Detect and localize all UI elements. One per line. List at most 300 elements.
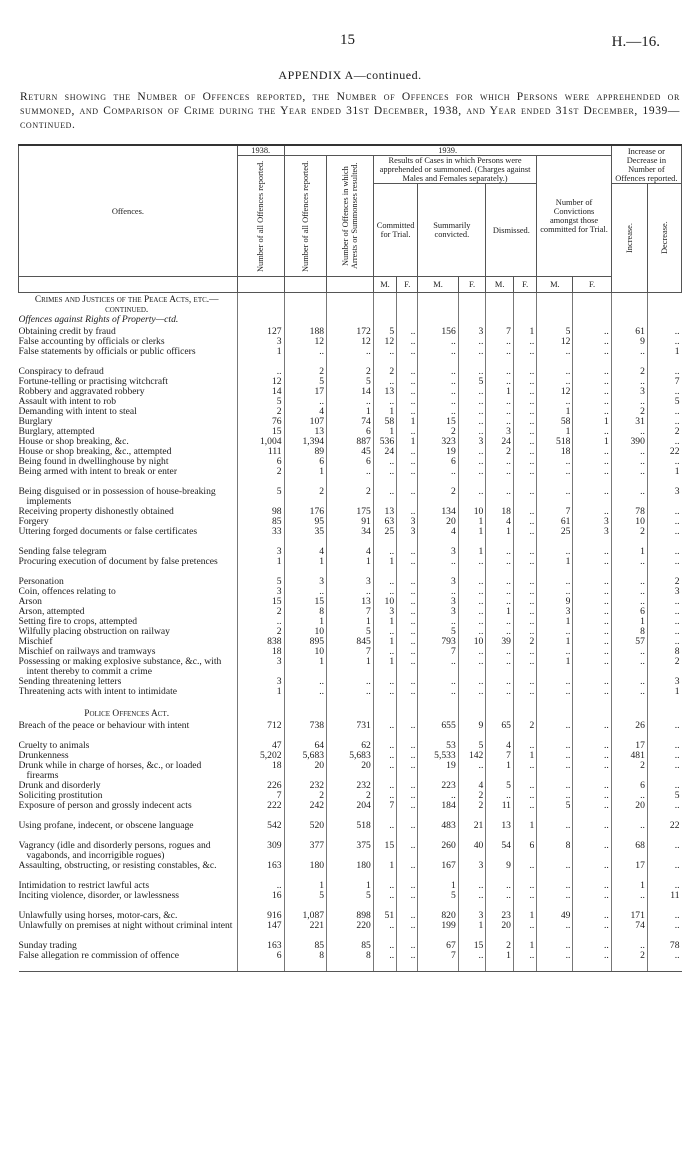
cell-value: ..	[397, 467, 418, 487]
cell-value: 19	[418, 761, 458, 781]
cell-value: ..	[573, 587, 611, 597]
offences-table	[18, 144, 682, 972]
offence-label: Using profane, indecent, or obscene language	[18, 821, 194, 831]
cell-value: ..	[458, 557, 486, 577]
cell-value: ..	[397, 751, 418, 761]
cell-value: ..	[513, 547, 536, 557]
cell-value: ..	[573, 387, 611, 397]
cell-value: 40	[458, 841, 486, 861]
offence-label: Arson	[18, 597, 42, 607]
cell-value: ..	[537, 547, 573, 557]
cell-value: ..	[647, 517, 681, 527]
cell-value: ..	[513, 577, 536, 587]
cell-value: 1,087	[284, 911, 326, 921]
table-row	[19, 627, 682, 637]
cell-value: 91	[327, 517, 374, 527]
cell-value: 377	[284, 841, 326, 861]
cell-value: 1	[397, 437, 418, 447]
cell-value: 10	[373, 597, 396, 607]
offence-label: Unlawfully using horses, motor-cars, &c.	[18, 911, 178, 921]
cell-value: ..	[513, 921, 536, 941]
cell-value: 898	[327, 911, 374, 921]
cell-value: ..	[513, 617, 536, 627]
cell-value: 1	[284, 467, 326, 487]
cell-value: ..	[647, 507, 681, 517]
cell-value: 1	[513, 941, 536, 951]
cell-value: 3	[647, 587, 681, 597]
cell-value: 156	[418, 327, 458, 337]
cell-value: ..	[397, 587, 418, 597]
cell-value: 33	[237, 527, 284, 547]
cell-value: ..	[458, 627, 486, 637]
cell-value: ..	[513, 457, 536, 467]
cell-value: ..	[513, 587, 536, 597]
table-row	[19, 841, 682, 861]
cell-value: ..	[573, 721, 611, 741]
cell-value: 51	[373, 911, 396, 921]
cell-value: 1	[611, 617, 647, 627]
cell-value: 2	[373, 367, 396, 377]
cell-value	[486, 293, 514, 316]
cell-value: 20	[486, 921, 514, 941]
cell-value: 2	[486, 447, 514, 457]
cell-value: 21	[458, 821, 486, 841]
table-header	[19, 145, 682, 293]
cell-value: ..	[537, 687, 573, 707]
cell-value: 20	[611, 801, 647, 821]
cell-value: 3	[237, 547, 284, 557]
cell-value: 175	[327, 507, 374, 517]
col-reported-1939: Number of all Offences reported.	[300, 160, 310, 272]
cell-value	[611, 293, 647, 316]
cell-value: ..	[458, 677, 486, 687]
cell-value: ..	[537, 881, 573, 891]
offence-label: Wilfully placing obstruction on railway	[18, 627, 170, 637]
table-row	[19, 467, 682, 487]
cell-value: 3	[647, 677, 681, 687]
cell-value: ..	[458, 647, 486, 657]
table-row	[19, 941, 682, 951]
cell-value	[537, 315, 573, 327]
cell-value: 163	[237, 861, 284, 881]
offence-label: Obtaining credit by fraud	[18, 327, 116, 337]
offence-label: Unlawfully on premises at night without criminal intent	[18, 921, 233, 931]
offence-label: Mischief	[18, 637, 53, 647]
cell-value: ..	[397, 951, 418, 972]
cell-value: 10	[611, 517, 647, 527]
cell-value: 74	[327, 417, 374, 427]
col-f: F.	[513, 277, 536, 293]
table-row	[19, 347, 682, 367]
offence-label: Fortune-telling or practising witchcraft	[18, 377, 168, 387]
col-m: M.	[537, 277, 573, 293]
cell-value: 180	[327, 861, 374, 881]
cell-value: ..	[397, 347, 418, 367]
cell-value: ..	[458, 337, 486, 347]
cell-value: 1	[458, 921, 486, 941]
cell-value: 14	[237, 387, 284, 397]
cell-value: 18	[537, 447, 573, 457]
cell-value: 542	[237, 821, 284, 841]
cell-value: ..	[611, 467, 647, 487]
cell-value: ..	[458, 951, 486, 972]
offence-label: Cruelty to animals	[18, 741, 90, 751]
cell-value	[458, 707, 486, 721]
cell-value: ..	[647, 597, 681, 607]
cell-value: ..	[573, 547, 611, 557]
table-row	[19, 607, 682, 617]
subsection-row	[19, 315, 682, 327]
cell-value: 5	[458, 377, 486, 387]
table-row	[19, 861, 682, 881]
table-row	[19, 427, 682, 437]
cell-value: 65	[486, 721, 514, 741]
cell-value: 1	[611, 547, 647, 557]
cell-value: 2	[327, 791, 374, 801]
cell-value	[611, 315, 647, 327]
table-row	[19, 657, 682, 677]
cell-value: ..	[397, 687, 418, 707]
cell-value: 204	[327, 801, 374, 821]
cell-value: ..	[513, 781, 536, 791]
cell-value: ..	[373, 941, 396, 951]
cell-value: 95	[284, 517, 326, 527]
table-row	[19, 751, 682, 761]
offence-label: Drunkenness	[18, 751, 69, 761]
cell-value: ..	[537, 677, 573, 687]
cell-value: ..	[373, 751, 396, 761]
cell-value: ..	[611, 447, 647, 457]
cell-value: ..	[397, 921, 418, 941]
cell-value: 2	[237, 607, 284, 617]
cell-value: ..	[513, 377, 536, 387]
cell-value: ..	[397, 911, 418, 921]
cell-value: 1	[537, 657, 573, 677]
cell-value: 1	[647, 467, 681, 487]
cell-value: 1	[237, 687, 284, 707]
cell-value: ..	[647, 387, 681, 397]
cell-value: ..	[513, 607, 536, 617]
cell-value: ..	[573, 841, 611, 861]
cell-value: ..	[327, 467, 374, 487]
cell-value: 17	[611, 741, 647, 751]
cell-value: 1	[647, 347, 681, 367]
cell-value: 17	[284, 387, 326, 397]
cell-value: ..	[537, 951, 573, 972]
cell-value: ..	[373, 891, 396, 911]
cell-value: ..	[458, 467, 486, 487]
cell-value: ..	[573, 597, 611, 607]
cell-value: 8	[611, 627, 647, 637]
col-year-1938: 1938.	[237, 145, 284, 156]
cell-value: ..	[537, 721, 573, 741]
cell-value: 5	[284, 891, 326, 911]
cell-value: 2	[284, 791, 326, 801]
cell-value: 5	[237, 487, 284, 507]
table-row	[19, 487, 682, 507]
cell-value: 3	[573, 517, 611, 527]
cell-value: 536	[373, 437, 396, 447]
cell-value: 3	[237, 677, 284, 687]
cell-value: 3	[537, 607, 573, 617]
table-row	[19, 407, 682, 417]
cell-value: ..	[397, 941, 418, 951]
cell-value: ..	[537, 741, 573, 751]
cell-value: ..	[486, 397, 514, 407]
cell-value: 2	[284, 487, 326, 507]
cell-value: 17	[611, 861, 647, 881]
cell-value: 184	[418, 801, 458, 821]
cell-value: ..	[397, 677, 418, 687]
cell-value: 3	[418, 577, 458, 587]
table-row	[19, 951, 682, 972]
cell-value: 1	[486, 607, 514, 617]
cell-value: 13	[327, 597, 374, 607]
cell-value: ..	[537, 751, 573, 761]
cell-value: ..	[537, 577, 573, 587]
cell-value: 220	[327, 921, 374, 941]
cell-value: ..	[513, 467, 536, 487]
section-row	[19, 293, 682, 316]
cell-value	[513, 315, 536, 327]
cell-value: 1	[537, 427, 573, 437]
cell-value	[418, 315, 458, 327]
offence-label: Assaulting, obstructing, or resisting constables, &c.	[18, 861, 217, 871]
cell-value: 12	[373, 337, 396, 347]
cell-value: 1	[573, 437, 611, 447]
cell-value: 712	[237, 721, 284, 741]
table-row	[19, 677, 682, 687]
cell-value: ..	[486, 657, 514, 677]
cell-value: ..	[513, 791, 536, 801]
cell-value: ..	[397, 761, 418, 781]
cell-value	[573, 293, 611, 316]
table-row	[19, 821, 682, 841]
cell-value: 2	[458, 801, 486, 821]
cell-value: 6	[611, 607, 647, 617]
cell-value: ..	[373, 821, 396, 841]
cell-value: ..	[513, 647, 536, 657]
cell-value: 2	[237, 467, 284, 487]
cell-value: ..	[537, 891, 573, 911]
cell-value: 1	[284, 881, 326, 891]
offence-label: Burglary	[18, 417, 53, 427]
cell-value: 1,394	[284, 437, 326, 447]
col-f: F.	[573, 277, 611, 293]
offence-label: Crimes and Justices of the Peace Acts, etc.—continued.	[34, 295, 219, 315]
cell-value: ..	[458, 417, 486, 427]
cell-value: ..	[397, 637, 418, 647]
cell-value: 916	[237, 911, 284, 921]
offence-label: Police Offences Act.	[84, 709, 170, 719]
cell-value: 1	[373, 657, 396, 677]
cell-value: 3	[237, 657, 284, 677]
cell-value: ..	[486, 687, 514, 707]
cell-value: 15	[237, 597, 284, 607]
cell-value	[486, 315, 514, 327]
cell-value: ..	[397, 881, 418, 891]
cell-value: ..	[486, 487, 514, 507]
cell-value: ..	[418, 337, 458, 347]
cell-value: 39	[486, 637, 514, 647]
offence-label: Intimidation to restrict lawful acts	[18, 881, 150, 891]
cell-value: ..	[486, 407, 514, 417]
cell-value: ..	[647, 337, 681, 347]
offence-label: Personation	[18, 577, 64, 587]
cell-value: ..	[458, 881, 486, 891]
cell-value: ..	[418, 677, 458, 687]
cell-value: ..	[573, 627, 611, 637]
table-row	[19, 761, 682, 781]
cell-value: ..	[611, 647, 647, 657]
cell-value: 7	[327, 607, 374, 617]
cell-value: ..	[373, 951, 396, 972]
cell-value: ..	[373, 547, 396, 557]
cell-value: ..	[573, 337, 611, 347]
cell-value: 15	[458, 941, 486, 951]
cell-value: 5	[647, 791, 681, 801]
cell-value: ..	[486, 677, 514, 687]
cell-value: ..	[397, 647, 418, 657]
cell-value: 2	[647, 657, 681, 677]
cell-value: ..	[537, 347, 573, 367]
col-year-1939: 1939.	[284, 145, 611, 156]
cell-value: ..	[373, 487, 396, 507]
cell-value	[573, 707, 611, 721]
cell-value	[237, 315, 284, 327]
col-committed: Committed for Trial.	[373, 184, 418, 277]
cell-value: ..	[513, 397, 536, 407]
cell-value: ..	[397, 861, 418, 881]
cell-value: 1	[486, 387, 514, 397]
cell-value: ..	[486, 791, 514, 801]
cell-value: ..	[573, 921, 611, 941]
cell-value: ..	[397, 791, 418, 801]
cell-value: ..	[647, 721, 681, 741]
cell-value	[418, 293, 458, 316]
cell-value: ..	[513, 447, 536, 457]
cell-value: 15	[418, 417, 458, 427]
offence-label: Sunday trading	[18, 941, 77, 951]
cell-value: ..	[573, 487, 611, 507]
cell-value: ..	[573, 637, 611, 647]
cell-value: ..	[513, 741, 536, 751]
cell-value: 1	[327, 557, 374, 577]
cell-value: 1	[327, 881, 374, 891]
col-decrease: Decrease.	[659, 221, 669, 255]
cell-value: ..	[486, 647, 514, 657]
cell-value: ..	[537, 921, 573, 941]
cell-value	[537, 707, 573, 721]
cell-value: ..	[573, 347, 611, 367]
cell-value: 3	[458, 911, 486, 921]
cell-value: ..	[573, 617, 611, 627]
cell-value: ..	[647, 627, 681, 637]
cell-value: ..	[373, 741, 396, 751]
cell-value: 89	[284, 447, 326, 457]
cell-value: ..	[458, 457, 486, 467]
cell-value	[611, 707, 647, 721]
cell-value: ..	[373, 577, 396, 587]
cell-value: 10	[284, 627, 326, 637]
cell-value: 226	[237, 781, 284, 791]
cell-value: 1	[537, 407, 573, 417]
cell-value: ..	[647, 781, 681, 791]
cell-value: ..	[573, 951, 611, 972]
cell-value: ..	[537, 821, 573, 841]
cell-value: 3	[458, 861, 486, 881]
cell-value: ..	[611, 557, 647, 577]
cell-value: 738	[284, 721, 326, 741]
cell-value: ..	[397, 577, 418, 587]
cell-value: 6	[513, 841, 536, 861]
table-row	[19, 687, 682, 707]
cell-value: ..	[611, 487, 647, 507]
cell-value: 1	[513, 327, 536, 337]
cell-value: 76	[237, 417, 284, 427]
cell-value	[458, 293, 486, 316]
cell-value: 4	[486, 517, 514, 527]
cell-value: ..	[418, 387, 458, 397]
cell-value: 10	[284, 647, 326, 657]
cell-value: 199	[418, 921, 458, 941]
offence-label: Being found in dwellinghouse by night	[18, 457, 169, 467]
cell-value: 3	[373, 607, 396, 617]
offence-label: Mischief on railways and tramways	[18, 647, 156, 657]
cell-value: 7	[418, 951, 458, 972]
cell-value: ..	[647, 547, 681, 557]
cell-value: ..	[397, 617, 418, 627]
cell-value: 260	[418, 841, 458, 861]
cell-value: 67	[418, 941, 458, 951]
cell-value: ..	[513, 861, 536, 881]
cell-value: 5	[537, 801, 573, 821]
cell-value: 167	[418, 861, 458, 881]
cell-value	[458, 315, 486, 327]
cell-value: ..	[418, 467, 458, 487]
cell-value: ..	[573, 377, 611, 387]
cell-value: ..	[611, 677, 647, 687]
cell-value: 887	[327, 437, 374, 447]
cell-value: 12	[537, 387, 573, 397]
cell-value: 111	[237, 447, 284, 457]
cell-value: 1	[537, 637, 573, 647]
cell-value: ..	[513, 367, 536, 377]
cell-value: 2	[647, 427, 681, 437]
cell-value: 24	[373, 447, 396, 457]
cell-value: ..	[573, 407, 611, 417]
col-f: F.	[397, 277, 418, 293]
offence-label: Conspiracy to defraud	[18, 367, 104, 377]
cell-value: 3	[647, 487, 681, 507]
cell-value: ..	[284, 587, 326, 597]
cell-value: 5	[486, 781, 514, 791]
table-row	[19, 387, 682, 397]
cell-value: ..	[573, 821, 611, 841]
cell-value: ..	[373, 467, 396, 487]
cell-value: ..	[458, 387, 486, 397]
cell-value: ..	[373, 921, 396, 941]
cell-value: 1	[513, 821, 536, 841]
cell-value: ..	[237, 881, 284, 891]
cell-value: 5	[418, 627, 458, 637]
cell-value: ..	[486, 597, 514, 607]
cell-value	[284, 315, 326, 327]
cell-value: ..	[647, 841, 681, 861]
cell-value: ..	[611, 577, 647, 587]
cell-value: 5	[418, 891, 458, 911]
cell-value	[373, 315, 396, 327]
